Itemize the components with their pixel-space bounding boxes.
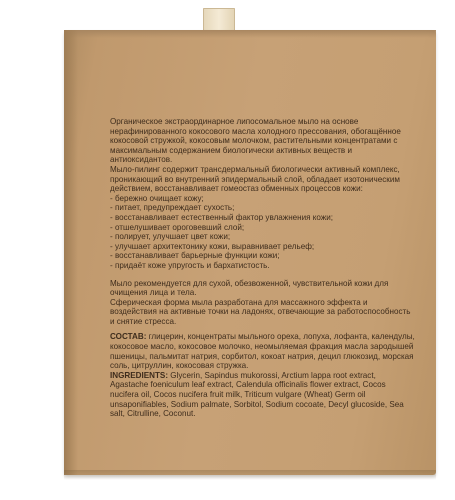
benefit-item: - восстанавливает естественный фактор увлажнения кожи; xyxy=(110,212,334,222)
benefit-list xyxy=(110,194,415,271)
box-bottom-shadow xyxy=(64,470,436,480)
benefit-item: - отшелушивает ороговевший слой; xyxy=(110,222,245,232)
benefit-item: - улучшает архитектонику кожи, выравнивает рельеф; xyxy=(110,241,315,251)
shape-paragraph: Сферическая форма мыла разработана для массажного эффекта и воздействия на активные точки на ладонях, отвечающие за работоспособность и снятие стресса. xyxy=(110,297,411,326)
box-label-text xyxy=(110,117,415,419)
ingredients-paragraph xyxy=(110,371,415,419)
ingredients-label: INGREDIENTS: xyxy=(110,370,169,380)
ingredients-text: Glycerin, Sapindus mukorossi, Arctium lappa root extract, Agastache foeniculum leaf extract, Calendula officinalis flower extract, Cocos nucifera oil, Cocos nucifera fruit milk, Triticum vulgare (Wheat) Germ oil unsaponifiables, Sodium palmate, Sorbitol, Sodium cocoate, Decyl glucoside, Sea salt, Citrulline, Coconut. xyxy=(110,370,404,419)
benefit-item: - питает, предупреждает сухость; xyxy=(110,203,235,213)
composition-label: СОСТАВ: xyxy=(110,332,147,342)
benefit-item: - придаёт коже упругость и бархатистость. xyxy=(110,260,270,270)
composition-text: глицерин, концентраты мыльного ореха, лопуха, лофанта, календулы, кокосовое масло, кокосовое молочко, неомыляемая фракция масла зародышей пшеницы, пальмитат натрия, сорбитол, кокоат натрия, децил глюкозид, морская соль, цитруллин, кокосовая стружка. xyxy=(110,332,415,371)
recommendation-paragraph: Мыло рекомендуется для сухой, обезвоженной, чувствительной кожи для очищения лица и тела. xyxy=(110,278,389,298)
intro-paragraph: Органическое экстраординарное липосомальное мыло на основе нерафинированного кокосового масла холодного прессования, обогащённое кокосовой стружкой, кокосовым молочком, растительными концентратами с максимальным содержанием биологически активных веществ и антиоксидантов. xyxy=(110,117,401,165)
composition-paragraph xyxy=(110,332,415,370)
benefit-item: - восстанавливает барьерные функции кожи; xyxy=(110,251,280,261)
benefit-item: - бережно очищает кожу; xyxy=(110,193,204,203)
box-left-edge-shade xyxy=(64,30,78,475)
peeling-paragraph: Мыло-пилинг содержит трансдермальный биологически активный комплекс, проникающий во внутренний эпидермальный слой, обладает изотоническим действием, восстанавливает гомеостаз обменных процессов кожи: xyxy=(110,164,400,194)
benefit-item: - полирует, улучшает цвет кожи; xyxy=(110,232,231,242)
